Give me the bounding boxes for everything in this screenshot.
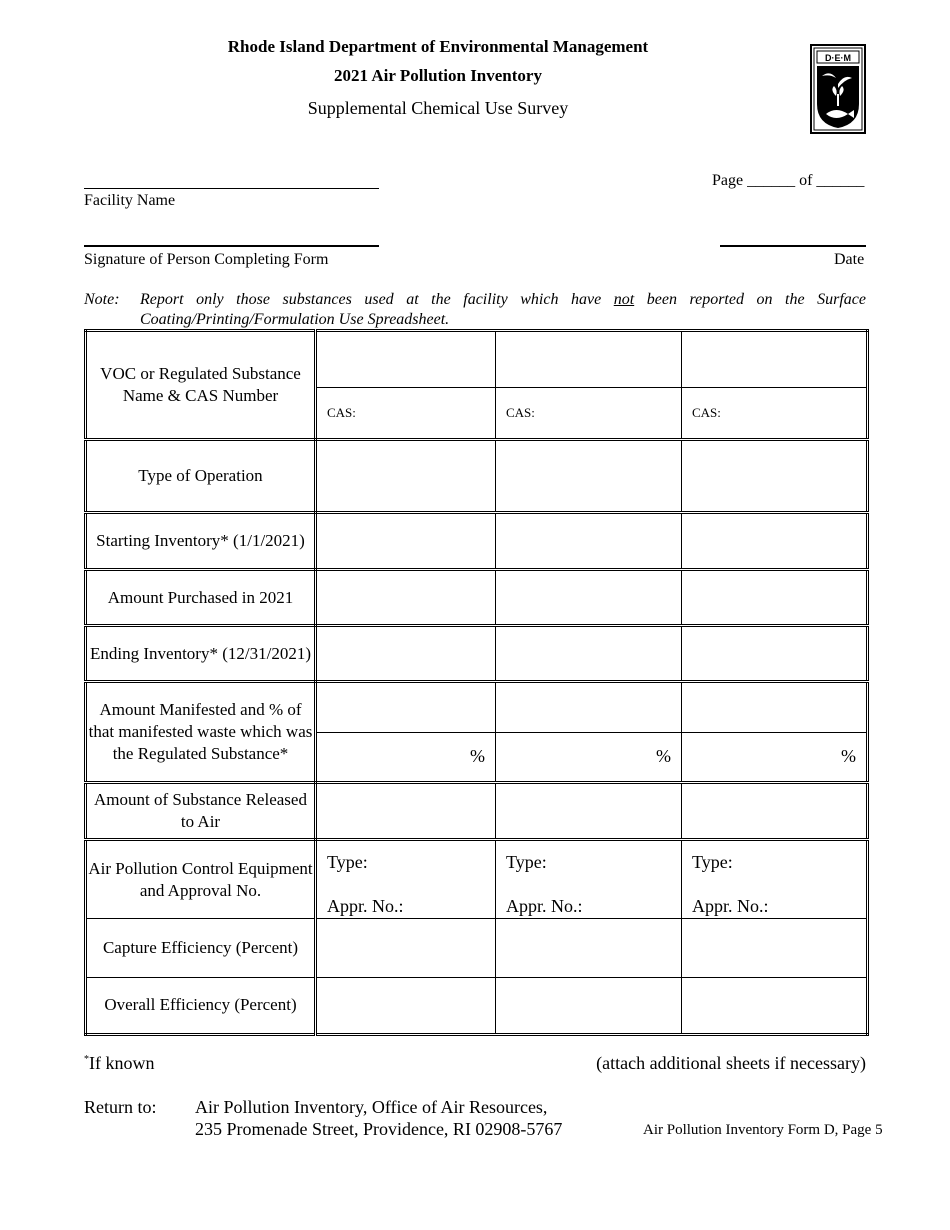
row-label-amount-purchased: Amount Purchased in 2021 [86,569,316,625]
page-of-label: Page ______ of ______ [712,172,865,189]
start-inv-cell-2[interactable] [496,512,682,569]
attach-sheets-note: (attach additional sheets if necessary) [596,1053,866,1073]
purchased-cell-2[interactable] [496,569,682,625]
appr-label: Appr. No.: [692,896,769,917]
row-label-starting-inventory: Starting Inventory* (1/1/2021) [86,512,316,569]
manifested-pct-cell-3[interactable]: % [682,732,868,782]
logo-text: D·E·M [825,53,851,63]
apc-cell-2[interactable] [496,840,682,919]
end-inv-cell-1[interactable] [316,626,496,682]
row-label-amount-manifested: Amount Manifested and % of that manifested waste which was the Regulated Substance* [86,682,316,782]
facility-name-label: Facility Name [84,192,176,209]
row-label-capture-efficiency: Capture Efficiency (Percent) [86,919,316,977]
manifested-pct-cell-2[interactable]: % [496,732,682,782]
form-id: Air Pollution Inventory Form D, Page 5 [643,1122,883,1138]
note-line1 [140,291,866,309]
note-text-after: been reported on the Surface [646,291,867,308]
capture-cell-1[interactable] [316,919,496,977]
department-title: Rhode Island Department of Environmental Management [227,37,649,56]
start-inv-cell-1[interactable] [316,512,496,569]
dem-logo-icon [810,44,866,134]
end-inv-cell-3[interactable] [682,626,868,682]
return-to-label: Return to: [84,1097,157,1117]
manifested-pct-cell-1[interactable]: % [316,732,496,782]
apc-cell-3[interactable] [682,840,868,919]
appr-label: Appr. No.: [327,896,404,917]
date-line [720,245,866,247]
cas-cell-2[interactable]: CAS: [496,388,682,440]
signature-line [84,245,379,247]
note-text-before: Report only those substances used at the facility which have [140,291,602,308]
overall-cell-2[interactable] [496,977,682,1034]
type-label: Type: [506,852,547,873]
row-label-type-of-operation: Type of Operation [86,440,316,512]
purchased-cell-3[interactable] [682,569,868,625]
manifested-cell-1[interactable] [316,682,496,732]
start-inv-cell-3[interactable] [682,512,868,569]
row-label-overall-efficiency: Overall Efficiency (Percent) [86,977,316,1034]
if-known-mark: * [84,1054,89,1065]
inventory-title: 2021 Air Pollution Inventory [334,66,542,85]
note-line2: Coating/Printing/Formulation Use Spreadsheet. [140,311,450,328]
apc-cell-1[interactable] [316,840,496,919]
type-op-cell-2[interactable] [496,440,682,512]
overall-cell-3[interactable] [682,977,868,1034]
purchased-cell-1[interactable] [316,569,496,625]
if-known-text: If known [89,1053,155,1073]
substance-name-cell-1[interactable] [316,331,496,388]
row-label-ending-inventory: Ending Inventory* (12/31/2021) [86,626,316,682]
substance-name-cell-3[interactable] [682,331,868,388]
released-cell-2[interactable] [496,782,682,839]
manifested-cell-2[interactable] [496,682,682,732]
row-label-apc-equipment: Air Pollution Control Equipment and Approval No. [86,840,316,919]
manifested-cell-3[interactable] [682,682,868,732]
overall-cell-1[interactable] [316,977,496,1034]
capture-cell-3[interactable] [682,919,868,977]
capture-cell-2[interactable] [496,919,682,977]
if-known-note [84,1053,155,1074]
facility-name-line [84,188,379,189]
chemical-use-table [84,329,869,1036]
type-op-cell-3[interactable] [682,440,868,512]
row-label-voc: VOC or Regulated Substance Name & CAS Number [86,331,316,440]
type-label: Type: [692,852,733,873]
note-prefix: Note: [84,291,120,308]
address-line1: Air Pollution Inventory, Office of Air Resources, [195,1097,548,1117]
substance-name-cell-2[interactable] [496,331,682,388]
note-underlined: not [613,291,635,308]
end-inv-cell-2[interactable] [496,626,682,682]
cas-cell-3[interactable]: CAS: [682,388,868,440]
released-cell-3[interactable] [682,782,868,839]
type-label: Type: [327,852,368,873]
row-label-released-to-air: Amount of Substance Released to Air [86,782,316,839]
address-line2: 235 Promenade Street, Providence, RI 02908-5767 [195,1119,563,1139]
survey-title: Supplemental Chemical Use Survey [307,98,569,118]
cas-cell-1[interactable]: CAS: [316,388,496,440]
appr-label: Appr. No.: [506,896,583,917]
signature-label: Signature of Person Completing Form [84,251,329,268]
date-label: Date [834,251,865,268]
type-op-cell-1[interactable] [316,440,496,512]
released-cell-1[interactable] [316,782,496,839]
